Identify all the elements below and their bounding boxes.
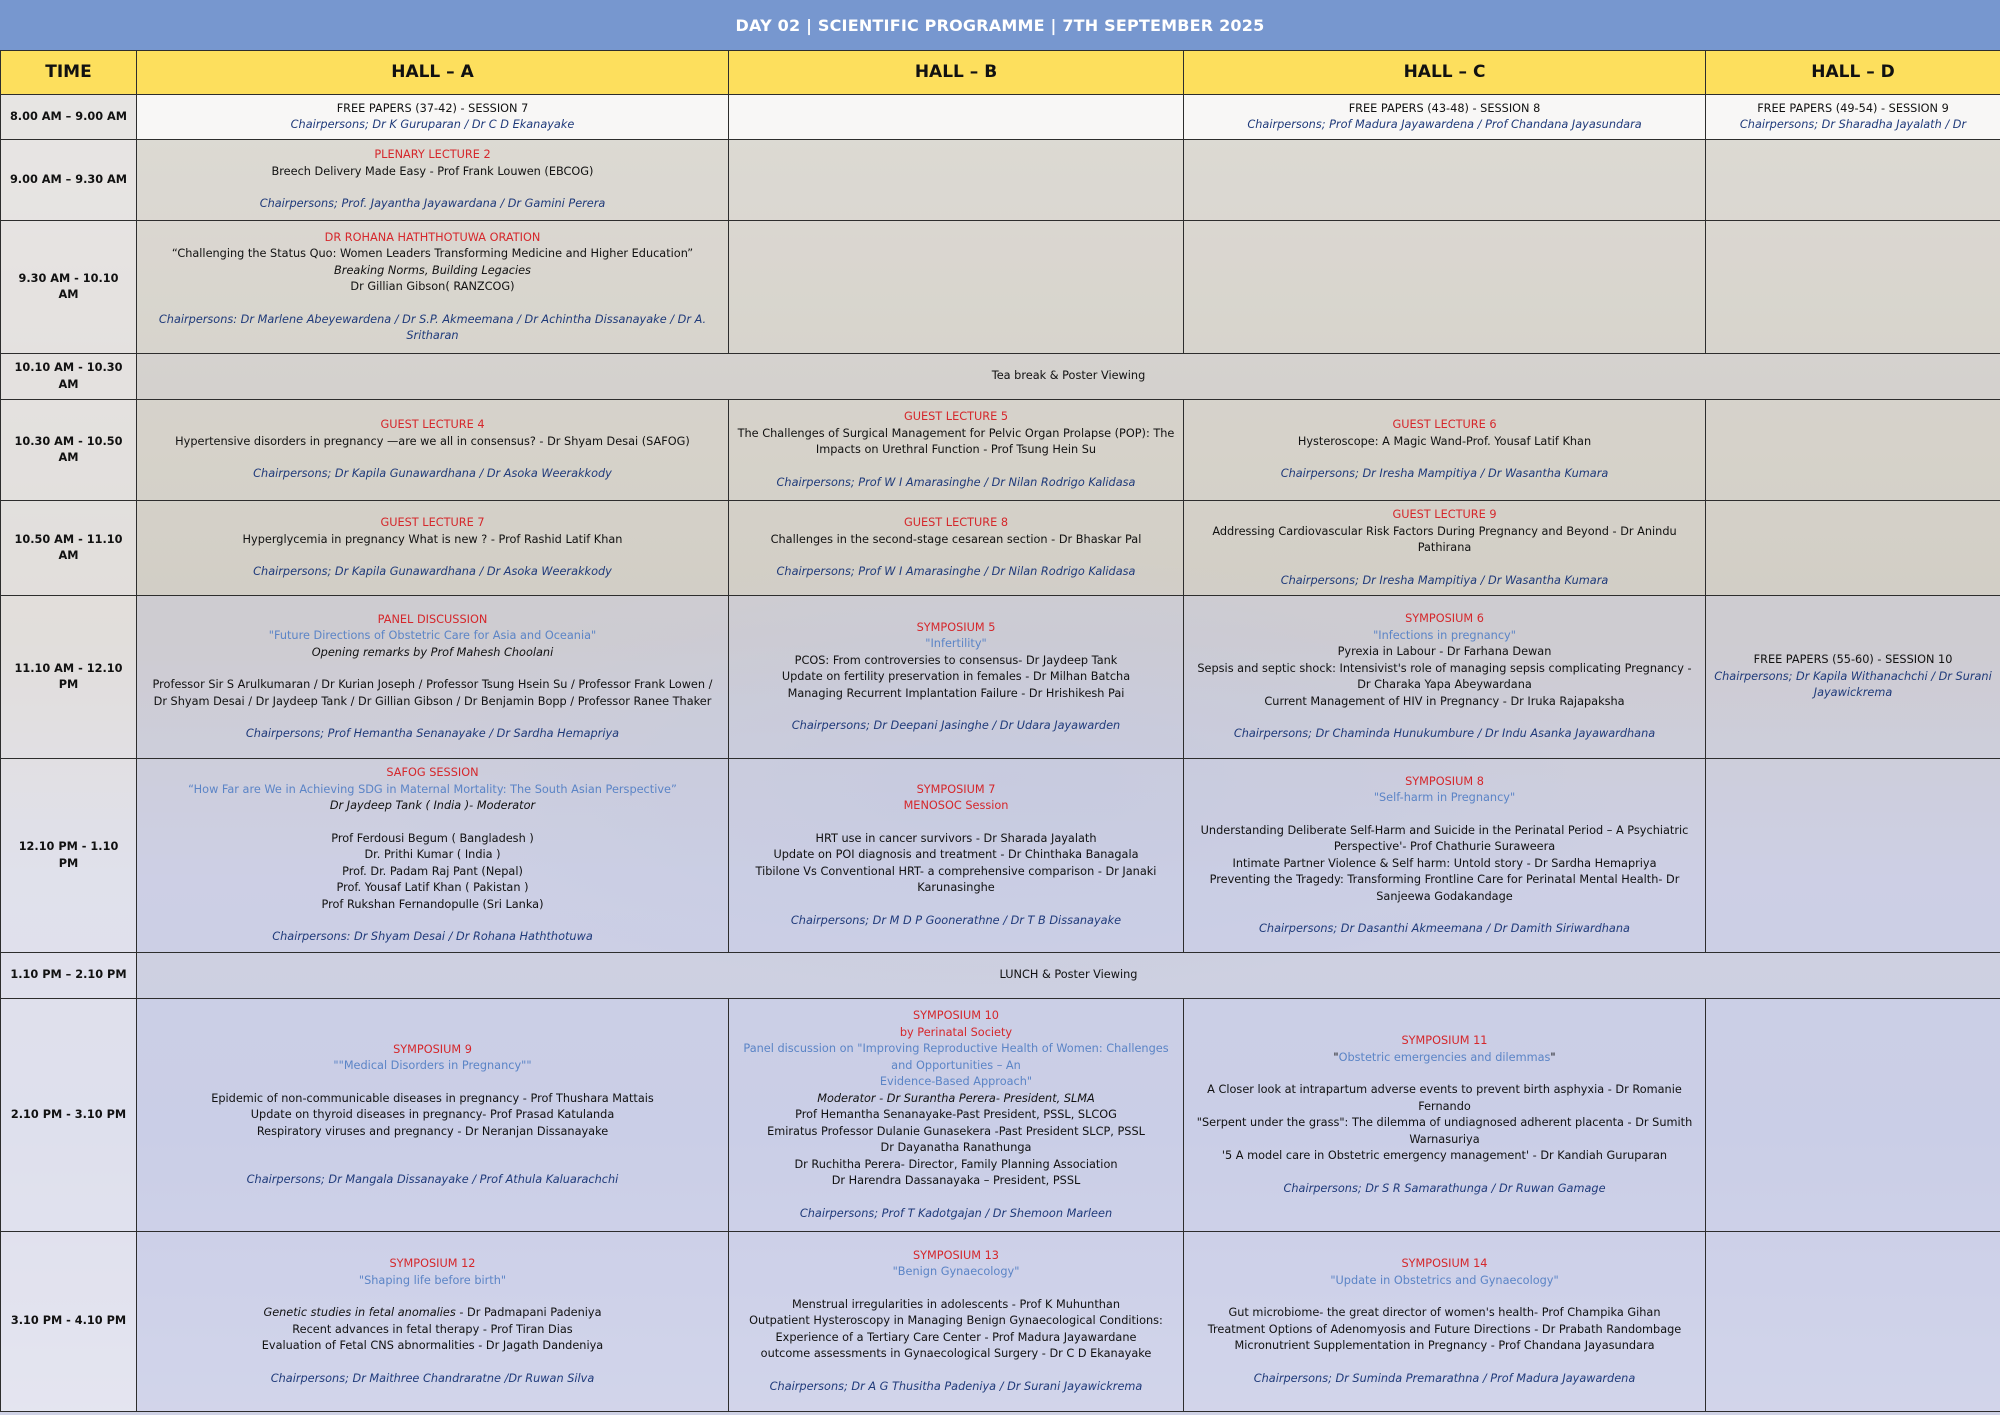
chairpersons: Chairpersons; Dr Dasanthi Akmeemana / Dr Damith Siriwardhana: [1259, 922, 1630, 935]
header-row: [1, 51, 2000, 95]
talk: Recent advances in fetal therapy - Prof Tiran Dias: [292, 1322, 573, 1336]
session-title: Addressing Cardiovascular Risk Factors During Pregnancy and Beyond - Dr Anindu Pathirana: [1212, 524, 1677, 554]
session-cell-hall-a: [137, 999, 729, 1232]
panelist: Prof Rukshan Fernandopulle (Sri Lanka): [321, 897, 544, 911]
session-cell-hall-c: [1184, 596, 1706, 759]
chairpersons: Chairpersons; Dr Chaminda Hunukumbure / Dr Indu Asanka Jayawardhana: [1233, 727, 1656, 741]
time-slot: 10.30 AM - 10.50 AM: [1, 400, 137, 501]
session-subheading: by Perinatal Society: [899, 1025, 1013, 1039]
talk-topic: Genetic studies in fetal anomalies: [263, 1306, 456, 1319]
panelist: Dr Harendra Dassanayaka – President, PSSL: [831, 1174, 1081, 1187]
talk: Update on POI diagnosis and treatment - Dr Chinthaka Banagala: [773, 848, 1139, 862]
session-theme: "Infections in pregnancy": [1373, 628, 1516, 642]
header-time: TIME: [1, 51, 137, 95]
header-hall-a: HALL – A: [137, 51, 729, 95]
session-cell-hall-b: [729, 400, 1184, 501]
session-cell-hall-c: [1184, 999, 1706, 1232]
session-heading: GUEST LECTURE 6: [1392, 418, 1497, 432]
session-title: FREE PAPERS (43-48) - SESSION 8: [1348, 101, 1541, 115]
session-cell-hall-b: [729, 221, 1184, 354]
session-cell-hall-c: [1184, 140, 1706, 221]
session-cell-hall-a: [137, 1232, 729, 1412]
session-cell-hall-b: [729, 1232, 1184, 1412]
session-heading: PANEL DISCUSSION: [377, 612, 488, 626]
session-cell-hall-b: [729, 999, 1184, 1232]
lunch-break: LUNCH & Poster Viewing: [137, 953, 2000, 999]
schedule-table: [0, 50, 2000, 1412]
break-row: [1, 953, 2000, 999]
moderator: Moderator - Dr Surantha Perera- President, SLMA: [817, 1091, 1095, 1105]
chairpersons: Chairpersons; Prof T Kadotgajan / Dr Shemoon Marleen: [799, 1206, 1113, 1220]
session-heading: SYMPOSIUM 10: [912, 1009, 999, 1022]
session-heading: SAFOG SESSION: [386, 766, 479, 780]
session-theme: "Update in Obstetrics and Gynaecology": [1330, 1273, 1559, 1287]
session-heading: GUEST LECTURE 7: [380, 516, 485, 530]
session-theme: “How Far are We in Achieving SDG in Maternal Mortality: The South Asian Perspective”: [188, 782, 677, 796]
talk: Current Management of HIV in Pregnancy - Dr Iruka Rajapaksha: [1264, 694, 1625, 708]
session-subheading: MENOSOC Session: [903, 799, 1009, 813]
session-heading: SYMPOSIUM 9: [393, 1042, 472, 1056]
break-row: [1, 354, 2000, 400]
moderator: Dr Jaydeep Tank ( India )- Moderator: [329, 799, 536, 813]
talk: Understanding Deliberate Self-Harm and Suicide in the Perinatal Period – A Psychiatric Perspective'- Prof Chathurie Suraweera: [1200, 823, 1689, 853]
tea-break: Tea break & Poster Viewing: [137, 354, 2000, 400]
session-cell-hall-a: [137, 501, 729, 596]
speaker: Dr Gillian Gibson( RANZCOG): [350, 280, 515, 293]
session-cell-hall-d: [1706, 1232, 2000, 1412]
slot-row: [1, 400, 2000, 501]
session-cell-hall-a: [137, 95, 729, 140]
talk: '5 A model care in Obstetric emergency management' - Dr Kandiah Guruparan: [1221, 1149, 1668, 1162]
session-heading: SYMPOSIUM 13: [912, 1248, 999, 1262]
session-heading: DR ROHANA HATHTHOTUWA ORATION: [324, 230, 541, 244]
session-cell-hall-c: [1184, 95, 1706, 140]
session-heading: SYMPOSIUM 12: [389, 1257, 476, 1270]
quote-mark: ": [1333, 1050, 1339, 1064]
talk: Outpatient Hysteroscopy in Managing Benign Gynaecological Conditions: Experience of a Tertiary Care Center - Prof Madura Jayawardane: [749, 1314, 1163, 1344]
time-slot: 10.10 AM - 10.30 AM: [1, 354, 137, 400]
chairpersons: Chairpersons; Dr Kapila Gunawardhana / Dr Asoka Weerakkody: [253, 565, 612, 579]
session-title: Challenges in the second-stage cesarean section - Dr Bhaskar Pal: [770, 532, 1142, 546]
session-cell-hall-a: [137, 140, 729, 221]
chairpersons: Chairpersons; Prof Madura Jayawardena / Prof Chandana Jayasundara: [1247, 118, 1642, 131]
talk: [145, 1305, 720, 1322]
panelists: Professor Sir S Arulkumaran / Dr Kurian Joseph / Professor Tsung Hsein Su / Professor Frank Lowen / Dr Shyam Desai / Dr Jaydeep Tank / Dr Gillian Gibson / Dr Benjamin Bopp / Professor Ranee Thaker: [152, 678, 713, 708]
time-slot: 2.10 PM - 3.10 PM: [1, 999, 137, 1232]
panelist: Prof. Dr. Padam Raj Pant (Nepal): [342, 864, 523, 878]
chairpersons: Chairpersons; Dr Mangala Dissanayake / Prof Athula Kaluarachchi: [246, 1173, 619, 1186]
header-hall-c: HALL – C: [1184, 51, 1706, 95]
panelist: Dr. Prithi Kumar ( India ): [364, 848, 501, 862]
talk: Micronutrient Supplementation in Pregnancy - Prof Chandana Jayasundara: [1234, 1339, 1655, 1352]
session-title: FREE PAPERS (37-42) - SESSION 7: [336, 101, 529, 115]
banner-title: DAY 02 | SCIENTIFIC PROGRAMME | 7TH SEPTEMBER 2025: [0, 0, 2000, 50]
talk: Pyrexia in Labour - Dr Farhana Dewan: [1337, 645, 1552, 659]
talk: A Closer look at intrapartum adverse events to prevent birth asphyxia - Dr Romanie Fernando: [1207, 1083, 1682, 1113]
session-theme: "Future Directions of Obstetric Care for Asia and Oceania": [268, 629, 597, 642]
talk: HRT use in cancer survivors - Dr Sharada Jayalath: [815, 831, 1097, 845]
session-heading: SYMPOSIUM 14: [1401, 1257, 1488, 1270]
chairpersons: Chairpersons; Dr Sharadha Jayalath / Dr: [1739, 118, 1967, 131]
header-hall-d: HALL – D: [1706, 51, 2000, 95]
session-cell-hall-a: [137, 596, 729, 759]
header-hall-b: HALL – B: [729, 51, 1184, 95]
session-heading: SYMPOSIUM 7: [916, 782, 996, 796]
chairpersons: Chairpersons; Dr Deepani Jasinghe / Dr Udara Jayawarden: [791, 719, 1121, 732]
talk: Evaluation of Fetal CNS abnormalities - Dr Jagath Dandeniya: [261, 1339, 604, 1352]
session-theme-line: [1192, 1050, 1697, 1067]
chairpersons: Chairpersons; Dr Suminda Premarathna / Prof Madura Jayawardena: [1253, 1371, 1636, 1385]
slot-row: [1, 221, 2000, 354]
talk: Menstrual irregularities in adolescents - Prof K Muhunthan: [791, 1297, 1121, 1311]
time-slot: 9.30 AM - 10.10 AM: [1, 221, 137, 354]
session-cell-hall-b: [729, 501, 1184, 596]
time-slot: 11.10 AM - 12.10 PM: [1, 596, 137, 759]
session-cell-hall-d: [1706, 95, 2000, 140]
session-title: “Challenging the Status Quo: Women Leaders Transforming Medicine and Higher Education”: [171, 247, 694, 260]
talk: Respiratory viruses and pregnancy - Dr Neranjan Dissanayake: [256, 1124, 609, 1138]
session-cell-hall-d: [1706, 759, 2000, 953]
session-title: Breech Delivery Made Easy - Prof Frank Louwen (EBCOG): [271, 164, 594, 178]
session-cell-hall-b: [729, 759, 1184, 953]
session-heading: GUEST LECTURE 5: [903, 410, 1009, 423]
talk: PCOS: From controversies to consensus- Dr Jaydeep Tank: [794, 653, 1118, 667]
chairpersons: Chairpersons; Prof. Jayantha Jayawardana / Dr Gamini Perera: [259, 197, 606, 211]
quote-mark: ": [1550, 1050, 1556, 1064]
session-heading: PLENARY LECTURE 2: [374, 148, 491, 162]
panelist: Dr Dayanatha Ranathunga: [880, 1141, 1032, 1154]
session-title: FREE PAPERS (49-54) - SESSION 9: [1757, 101, 1949, 115]
talk: Sepsis and septic shock: Intensivist's role of managing sepsis complicating Pregnancy - Dr Charaka Yapa Abeywardana: [1197, 661, 1692, 692]
talk: Update on fertility preservation in females - Dr Milhan Batcha: [781, 670, 1131, 683]
panelist: Prof Hemantha Senanayake-Past President, PSSL, SLCOG: [795, 1108, 1117, 1121]
panelist: Dr Ruchitha Perera- Director, Family Planning Association: [794, 1157, 1118, 1171]
session-cell-hall-c: [1184, 759, 1706, 953]
talk-speaker: - Dr Padmapani Padeniya: [455, 1306, 602, 1319]
session-theme: "Shaping life before birth": [358, 1273, 507, 1287]
session-cell-hall-d: [1706, 501, 2000, 596]
session-cell-hall-a: [137, 400, 729, 501]
time-slot: 10.50 AM - 11.10 AM: [1, 501, 137, 596]
chairpersons: Chairpersons; Dr S R Samarathunga / Dr Ruwan Gamage: [1283, 1181, 1606, 1195]
session-cell-hall-d: [1706, 221, 2000, 354]
panelist: Prof Ferdousi Begum ( Bangladesh ): [331, 831, 534, 845]
session-heading: SYMPOSIUM 5: [916, 620, 996, 634]
chairpersons: Chairpersons: Dr Shyam Desai / Dr Rohana Haththotuwa: [272, 930, 593, 944]
session-cell-hall-c: [1184, 1232, 1706, 1412]
panelist: Prof. Yousaf Latif Khan ( Pakistan ): [336, 881, 529, 895]
talk: Update on thyroid diseases in pregnancy- Prof Prasad Katulanda: [250, 1108, 615, 1121]
session-theme: Obstetric emergencies and dilemmas: [1338, 1050, 1551, 1064]
session-heading: SYMPOSIUM 6: [1405, 612, 1484, 626]
chairpersons: Chairpersons; Prof W I Amarasinghe / Dr Nilan Rodrigo Kalidasa: [776, 475, 1136, 489]
chairpersons: Chairpersons; Dr A G Thusitha Padeniya / Dr Surani Jayawickrema: [769, 1379, 1143, 1393]
talk: outcome assessments in Gynaecological Surgery - Dr C D Ekanayake: [760, 1347, 1152, 1361]
time-slot: 8.00 AM – 9.00 AM: [1, 95, 137, 140]
slot-row: [1, 140, 2000, 221]
chairpersons: Chairpersons: Dr Marlene Abeyewardena / Dr S.P. Akmeemana / Dr Achintha Dissanayake / Dr A. Sritharan: [158, 312, 707, 342]
slot-row: [1, 759, 2000, 953]
time-slot: 9.00 AM – 9.30 AM: [1, 140, 137, 221]
session-cell-hall-d: [1706, 400, 2000, 501]
chairpersons: Chairpersons; Prof Hemantha Senanayake / Dr Sardha Hemapriya: [245, 727, 620, 740]
session-cell-hall-a: [137, 759, 729, 953]
panelist: Emiratus Professor Dulanie Gunasekera -Past President SLCP, PSSL: [767, 1124, 1145, 1138]
talk: Intimate Partner Violence & Self harm: Untold story - Dr Sardha Hemapriya: [1232, 856, 1657, 870]
chairpersons: Chairpersons; Dr Iresha Mampitiya / Dr Wasantha Kumara: [1280, 467, 1609, 481]
slot-row: [1, 1232, 2000, 1412]
talk: Preventing the Tragedy: Transforming Frontline Care for Perinatal Mental Health- Dr Sanjeewa Godakandage: [1209, 873, 1680, 903]
session-theme: "Benign Gynaecology": [892, 1265, 1020, 1279]
talk: "Serpent under the grass": The dilemma of undiagnosed adherent placenta - Dr Sumith Warnasuriya: [1196, 1116, 1693, 1146]
slot-row: [1, 95, 2000, 140]
session-cell-hall-d: [1706, 596, 2000, 759]
chairpersons: Chairpersons; Prof W I Amarasinghe / Dr Nilan Rodrigo Kalidasa: [776, 565, 1136, 579]
session-heading: GUEST LECTURE 9: [1392, 508, 1497, 521]
session-theme-cont: Evidence-Based Approach": [879, 1075, 1033, 1088]
session-title: Hysteroscope: A Magic Wand-Prof. Yousaf Latif Khan: [1297, 434, 1592, 448]
session-cell-hall-b: [729, 95, 1184, 140]
chairpersons: Chairpersons; Dr Kapila Gunawardhana / Dr Asoka Weerakkody: [253, 467, 612, 481]
chairpersons: Chairpersons; Dr M D P Goonerathne / Dr T B Dissanayake: [790, 913, 1122, 927]
slot-row: [1, 999, 2000, 1232]
session-title: The Challenges of Surgical Management for Pelvic Organ Prolapse (POP): The Impacts on Urethral Function - Prof Tsung Hein Su: [737, 426, 1175, 456]
session-heading: GUEST LECTURE 4: [380, 418, 485, 432]
chairpersons: Chairpersons; Dr Kapila Withanachchi / Dr Surani Jayawickrema: [1714, 669, 1992, 700]
chairpersons: Chairpersons; Dr Maithree Chandraratne /Dr Ruwan Silva: [270, 1371, 595, 1385]
talk: Gut microbiome- the great director of women's health- Prof Champika Gihan: [1228, 1306, 1661, 1319]
slot-row: [1, 501, 2000, 596]
session-heading: SYMPOSIUM 8: [1405, 774, 1484, 788]
session-cell-hall-a: [137, 221, 729, 354]
session-theme: ""Medical Disorders in Pregnancy"": [333, 1059, 532, 1072]
session-theme: "Self-harm in Pregnancy": [1373, 791, 1516, 804]
session-subtitle: Opening remarks by Prof Mahesh Choolani: [311, 645, 554, 659]
session-theme: Panel discussion on "Improving Reproductive Health of Women: Challenges and Opportunities – An: [743, 1042, 1169, 1072]
session-title: Hypertensive disorders in pregnancy —are we all in consensus? - Dr Shyam Desai (SAFOG): [175, 434, 690, 448]
session-theme: "Infertility": [925, 637, 987, 650]
session-cell-hall-b: [729, 596, 1184, 759]
session-cell-hall-d: [1706, 140, 2000, 221]
session-heading: SYMPOSIUM 11: [1401, 1034, 1488, 1047]
session-subtitle: Breaking Norms, Building Legacies: [334, 263, 531, 277]
session-cell-hall-c: [1184, 221, 1706, 354]
time-slot: 12.10 PM - 1.10 PM: [1, 759, 137, 953]
time-slot: 3.10 PM - 4.10 PM: [1, 1232, 137, 1412]
chairpersons: Chairpersons; Dr K Guruparan / Dr C D Ekanayake: [290, 118, 575, 131]
slot-row: [1, 596, 2000, 759]
session-title: Hyperglycemia in pregnancy What is new ? - Prof Rashid Latif Khan: [242, 532, 623, 546]
time-slot: 1.10 PM – 2.10 PM: [1, 953, 137, 999]
session-cell-hall-b: [729, 140, 1184, 221]
chairpersons: Chairpersons; Dr Iresha Mampitiya / Dr Wasantha Kumara: [1280, 573, 1609, 587]
talk: Managing Recurrent Implantation Failure - Dr Hrishikesh Pai: [787, 686, 1125, 700]
talk: Tibilone Vs Conventional HRT- a comprehensive comparison - Dr Janaki Karunasinghe: [755, 864, 1157, 895]
session-title: FREE PAPERS (55-60) - SESSION 10: [1753, 653, 1953, 667]
talk: Epidemic of non-communicable diseases in pregnancy - Prof Thushara Mattais: [211, 1091, 654, 1105]
session-heading: GUEST LECTURE 8: [903, 516, 1009, 530]
session-cell-hall-d: [1706, 999, 2000, 1232]
talk: Treatment Options of Adenomyosis and Future Directions - Dr Prabath Randombage: [1207, 1322, 1682, 1336]
session-cell-hall-c: [1184, 501, 1706, 596]
session-cell-hall-c: [1184, 400, 1706, 501]
